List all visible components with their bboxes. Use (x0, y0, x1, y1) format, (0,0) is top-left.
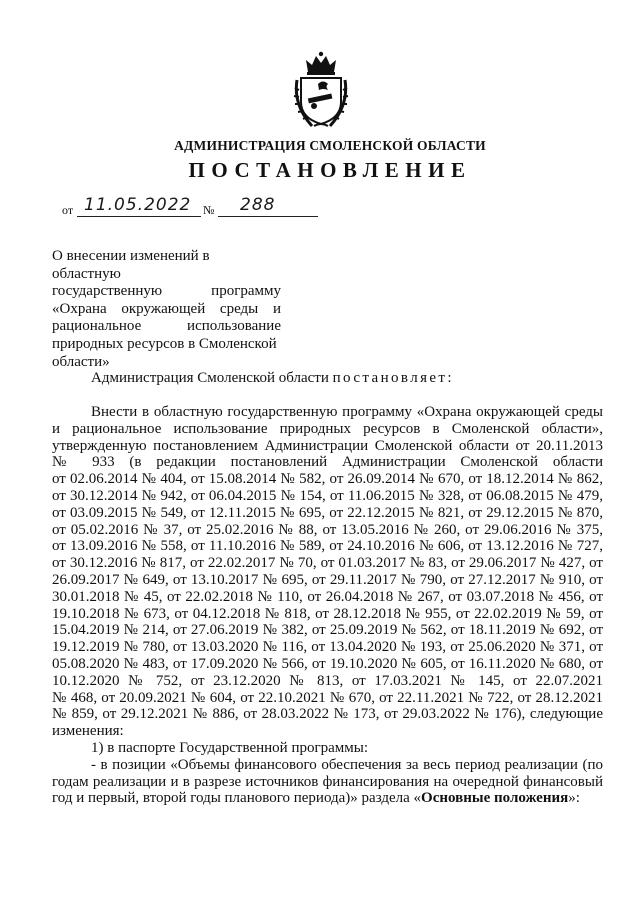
resolution-body (52, 404, 603, 807)
body-line-tail: »: (568, 790, 580, 807)
intro-prefix: Администрация Смоленской области (91, 370, 333, 386)
body-line: и рациональное использование природных ресурсов в Смоленской области», (52, 420, 603, 437)
subject-line: области» (52, 353, 110, 370)
body-line: - в позиции «Объемы финансового обеспечения за весь период реализации (по (91, 756, 603, 773)
body-line: 15.04.2019 № 214, от 27.06.2019 № 382, от 25.09.2019 № 562, от 18.11.2019 № 692, от (52, 622, 603, 639)
subject-line: государственную программу (52, 283, 281, 300)
number-underline (218, 216, 318, 217)
number-label: № (203, 203, 215, 217)
body-line: от 13.09.2016 № 558, от 11.10.2016 № 589, от 24.10.2016 № 606, от 13.12.2016 № 727, (52, 538, 603, 555)
body-line: № 468, от 20.09.2021 № 604, от 22.10.2021 № 670, от 22.11.2021 № 722, от 28.12.2021 (52, 689, 603, 706)
body-line-final (52, 790, 603, 807)
date-number-line (62, 197, 332, 219)
handwritten-number: 288 (240, 195, 276, 215)
date-from-label: от (62, 203, 74, 217)
resolution-intro (91, 370, 454, 387)
date-underline (77, 216, 201, 217)
body-line: 10.12.2020 № 752, от 23.12.2020 № 813, от 17.03.2021 № 145, от 22.07.2021 (52, 672, 603, 689)
subject-line: О внесении изменений в областную (52, 248, 210, 282)
subject-line: «Охрана окружающей среды и (52, 300, 281, 317)
body-line: 26.09.2017 № 649, от 13.10.2017 № 695, от 29.11.2017 № 790, от 27.12.2017 № 910, от (52, 571, 603, 588)
body-line: от 03.09.2015 № 549, от 12.11.2015 № 695, от 22.12.2015 № 821, от 29.12.2015 № 870, (52, 504, 603, 521)
body-line: от 05.02.2016 № 37, от 25.02.2016 № 88, от 13.05.2016 № 260, от 29.06.2016 № 375, (52, 521, 603, 538)
intro-verb: постановляет: (332, 370, 454, 386)
coat-of-arms-emblem (292, 50, 350, 130)
body-line: 05.08.2020 № 483, от 17.09.2020 № 566, от 19.10.2020 № 605, от 16.11.2020 № 680, от (52, 655, 603, 672)
handwritten-date: 11.05.2022 (84, 195, 192, 215)
body-line: годам реализации и в разрезе источников финансирования на очередной финансовый (52, 773, 603, 790)
body-line: № 859, от 29.12.2021 № 886, от 28.03.2022 № 173, от 29.03.2022 № 176), следующие (52, 706, 603, 723)
body-line-text: год и первый, второй годы планового периода)» раздела « (52, 790, 422, 807)
body-line: утвержденную постановлением Администрации Смоленской области от 20.11.2013 (52, 437, 603, 454)
body-line: 1) в паспорте Государственной программы: (91, 739, 369, 756)
body-line: Внести в областную государственную программу «Охрана окружающей среды (91, 404, 603, 420)
document-type-title: ПОСТАНОВЛЕНИЕ (188, 158, 472, 182)
body-line: от 30.12.2014 № 942, от 06.04.2015 № 154, от 11.06.2015 № 328, от 06.08.2015 № 479, (52, 487, 603, 504)
organization-name: АДМИНИСТРАЦИЯ СМОЛЕНСКОЙ ОБЛАСТИ (174, 138, 486, 153)
body-line: от 30.12.2016 № 817, от 22.02.2017 № 70, от 01.03.2017 № 83, от 29.06.2017 № 427, от (52, 555, 603, 572)
subject-line: рациональное использование (52, 318, 281, 335)
body-line: 19.12.2019 № 780, от 13.03.2020 № 116, от 13.04.2020 № 193, от 25.06.2020 № 371, от (52, 639, 603, 656)
subject-line: природных ресурсов в Смоленской (52, 335, 277, 352)
body-line: изменения: (52, 723, 124, 740)
body-line: № 933 (в редакции постановлений Администрации Смоленской области (52, 454, 603, 471)
subject-block (52, 248, 281, 371)
body-line: от 02.06.2014 № 404, от 15.08.2014 № 582, от 26.09.2014 № 670, от 18.12.2014 № 862, (52, 471, 603, 488)
body-line: 19.10.2018 № 673, от 04.12.2018 № 818, от 28.12.2018 № 955, от 22.02.2019 № 59, от (52, 605, 603, 622)
bold-section-name: Основные положения (421, 790, 569, 807)
body-line: 30.01.2018 № 45, от 22.02.2018 № 110, от 26.04.2018 № 267, от 03.07.2018 № 456, от (52, 588, 603, 605)
